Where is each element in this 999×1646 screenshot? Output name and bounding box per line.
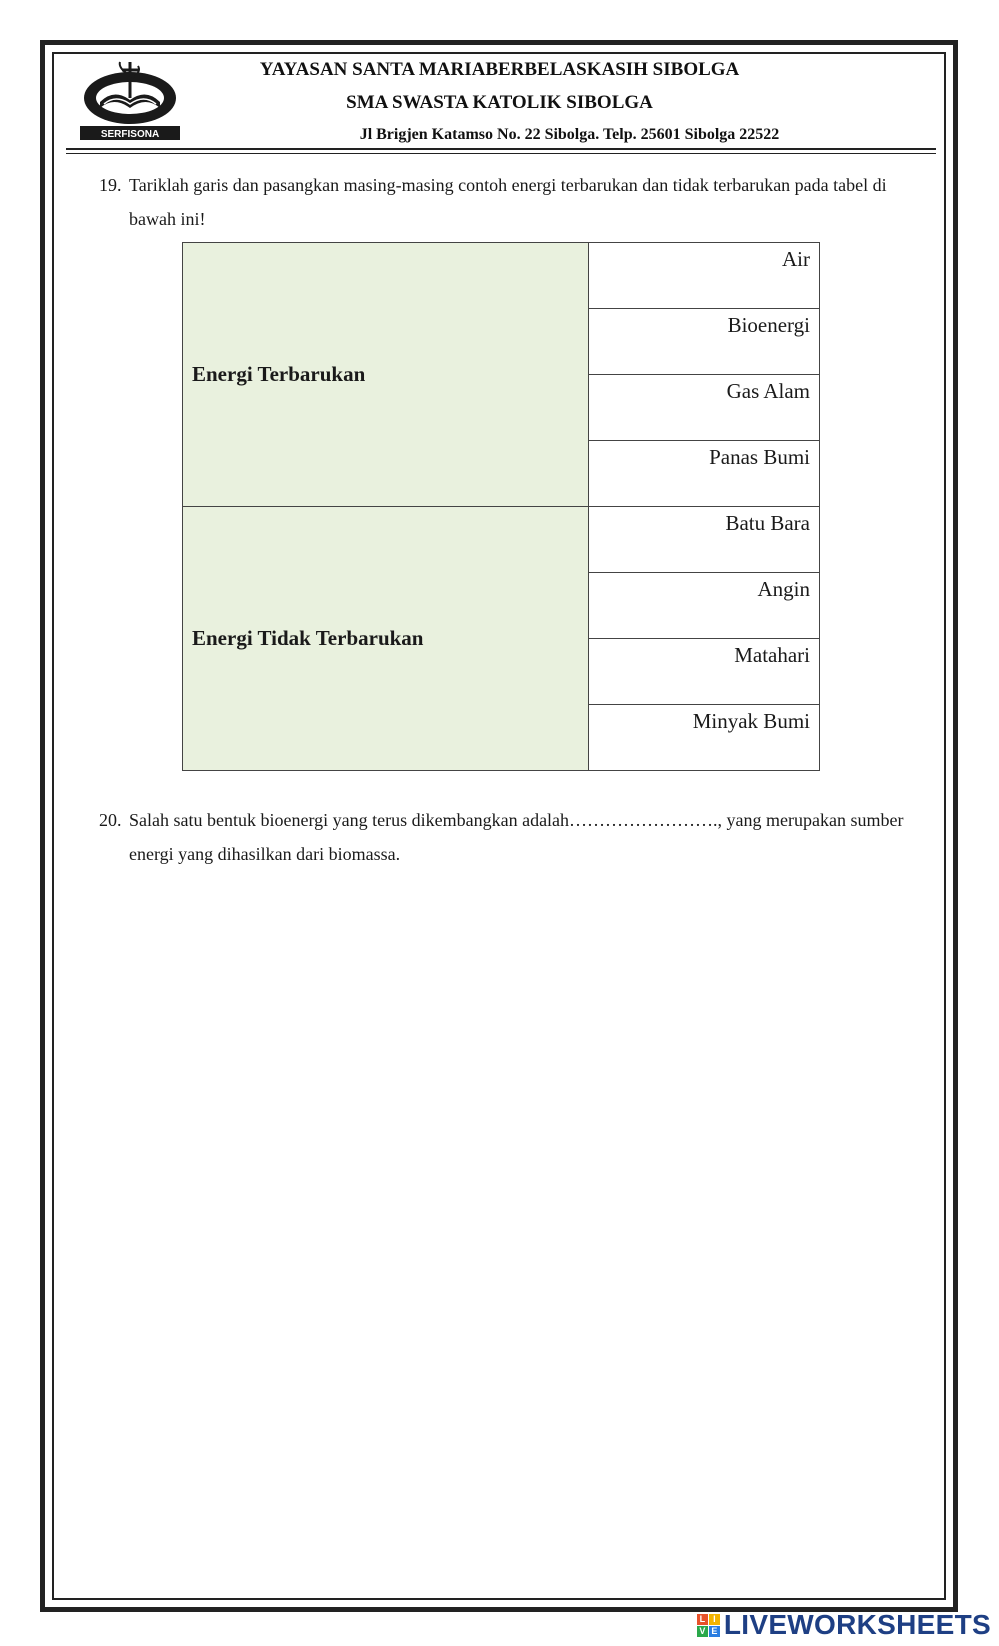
icon-letter: I (709, 1614, 720, 1625)
question-20 (99, 803, 929, 873)
header-rule-thin (66, 153, 936, 154)
icon-letter: L (697, 1614, 708, 1625)
question-19 (99, 168, 929, 238)
school-address: Jl Brigjen Katamso No. 22 Sibolga. Telp. 25601 Sibolga 22522 (359, 126, 780, 143)
question-text: Tariklah garis dan pasangkan masing-masing contoh energi terbarukan dan tidak terbarukan pada tabel di bawah ini! (129, 175, 887, 229)
header-rule-thick (66, 148, 936, 150)
question-text: Salah satu bentuk bioenergi yang terus dikembangkan adalah……………………., yang merupakan sumber energi yang dihasilkan dari biomassa. (129, 810, 904, 864)
liveworksheets-watermark (697, 1608, 991, 1642)
category-non-renewable[interactable]: Energi Tidak Terbarukan (183, 507, 589, 771)
match-item[interactable]: Matahari (589, 639, 820, 705)
match-item[interactable]: Batu Bara (589, 507, 820, 573)
match-item[interactable]: Gas Alam (589, 375, 820, 441)
question-number: 19. (99, 175, 122, 195)
foundation-name: YAYASAN SANTA MARIABERBELASKASIH SIBOLGA (259, 59, 740, 80)
watermark-text: LIVEWORKSHEETS (723, 1609, 991, 1640)
liveworksheets-logo-icon (697, 1614, 720, 1637)
logo-text: SERFISONA (100, 129, 160, 140)
icon-letter: V (697, 1626, 708, 1637)
school-name: SMA SWASTA KATOLIK SIBOLGA (346, 92, 653, 113)
table-row (183, 243, 820, 309)
match-item[interactable]: Panas Bumi (589, 441, 820, 507)
match-item[interactable]: Air (589, 243, 820, 309)
match-item[interactable]: Bioenergi (589, 309, 820, 375)
question-number: 20. (99, 810, 122, 830)
match-item[interactable]: Minyak Bumi (589, 705, 820, 771)
matching-table (182, 242, 820, 771)
category-renewable[interactable]: Energi Terbarukan (183, 243, 589, 507)
match-item[interactable]: Angin (589, 573, 820, 639)
icon-letter: E (709, 1626, 720, 1637)
table-row (183, 507, 820, 573)
